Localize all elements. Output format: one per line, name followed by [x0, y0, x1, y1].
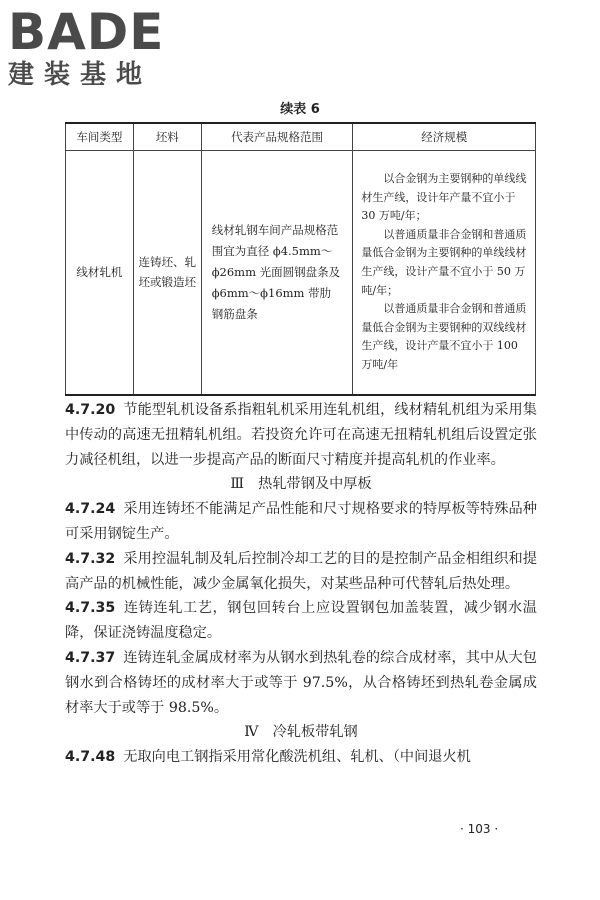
section-heading-3: Ⅲ 热轧带钢及中厚板	[230, 476, 372, 493]
clause-4-7-35	[65, 596, 537, 646]
header-scale: 经济规模	[353, 123, 536, 151]
clause-4-7-32	[65, 547, 537, 597]
logo-subtitle: 建装基地	[8, 60, 153, 90]
clause-4-7-48	[65, 745, 537, 770]
clause-text: 连铸连轧工艺，钢包回转台上应设置钢包加盖装置，减少钢水温降，保证浇铸温度稳定。	[65, 600, 537, 642]
clause-text: 连铸连轧金属成材率为从钢水到热轧卷的综合成材率，其中从大包钢水到合格铸坯的成材率大于或等于 97.5%，从合格铸坯到热轧卷金属成材率大于或等于 98.5%。	[65, 649, 537, 716]
clause-text: 采用控温轧制及轧后控制冷却工艺的目的是控制产品金相组织和提高产品的机械性能，减少金属氧化损失，对某些品种可代替轧后热处理。	[65, 550, 537, 592]
clause-text: 采用连铸坯不能满足产品性能和尺寸规格要求的特厚板等特殊品种可采用钢锭生产。	[65, 501, 537, 542]
table-header-row	[66, 123, 536, 151]
cell-range: 线材轧钢车间产品规格范围宜为直径 ϕ4.5mm～ϕ26mm 光面圆钢盘条及 ϕ6mm～ϕ16mm 带肋钢筋盘条	[201, 151, 353, 395]
clause-number: 4.7.35	[65, 600, 116, 617]
header-workshop: 车间类型	[66, 123, 134, 151]
clause-text: 节能型轧机设备系指粗轧机采用连轧机组，线材精轧机组为采用集中传动的高速无扭精轧机组。若投资允许可在高速无扭精轧机组后设置定张力减径机组，以进一步提高产品的断面尺寸精度并提高轧机的作业率。	[65, 402, 537, 468]
header-billet: 坯料	[133, 123, 201, 151]
scale-item: 以普通质量非合金钢和普通质量低合金钢为主要钢种的双线线材生产线，设计产量不宜小于 100 万吨/年	[361, 302, 527, 371]
clause-4-7-24	[65, 497, 537, 547]
clause-number: 4.7.24	[65, 501, 116, 518]
clause-4-7-20	[65, 398, 537, 472]
page-number: · 103 ·	[460, 822, 499, 836]
cell-scale	[353, 151, 536, 395]
spec-table	[65, 122, 536, 396]
clause-number: 4.7.48	[65, 749, 116, 766]
table-row	[66, 151, 536, 395]
cell-workshop: 线材轧机	[66, 151, 134, 395]
bade-logo	[8, 3, 178, 90]
clause-4-7-37	[65, 646, 537, 720]
scale-item: 以普通质量非合金钢和普通质量低合金钢为主要钢种的单线线材生产线，设计产量不宜小于 50 万吨/年；	[361, 227, 527, 297]
cell-billet: 连铸坯、轧坯或锻造坯	[133, 151, 201, 395]
table-title: 续表 6	[280, 102, 320, 117]
section-heading-4: Ⅳ 冷轧板带轧钢	[244, 724, 358, 741]
logo-wordmark: BADE	[8, 3, 165, 61]
clause-number: 4.7.32	[65, 550, 116, 567]
scale-item: 以合金钢为主要钢种的单线线材生产线，设计年产量不宜小于 30 万吨/年；	[361, 171, 527, 223]
header-range: 代表产品规格范围	[201, 123, 353, 151]
clause-number: 4.7.20	[65, 402, 116, 418]
clause-text: 无取向电工钢指采用常化酸洗机组、轧机、（中间退火机	[123, 749, 471, 766]
body-text	[65, 398, 537, 770]
clause-number: 4.7.37	[65, 649, 116, 666]
